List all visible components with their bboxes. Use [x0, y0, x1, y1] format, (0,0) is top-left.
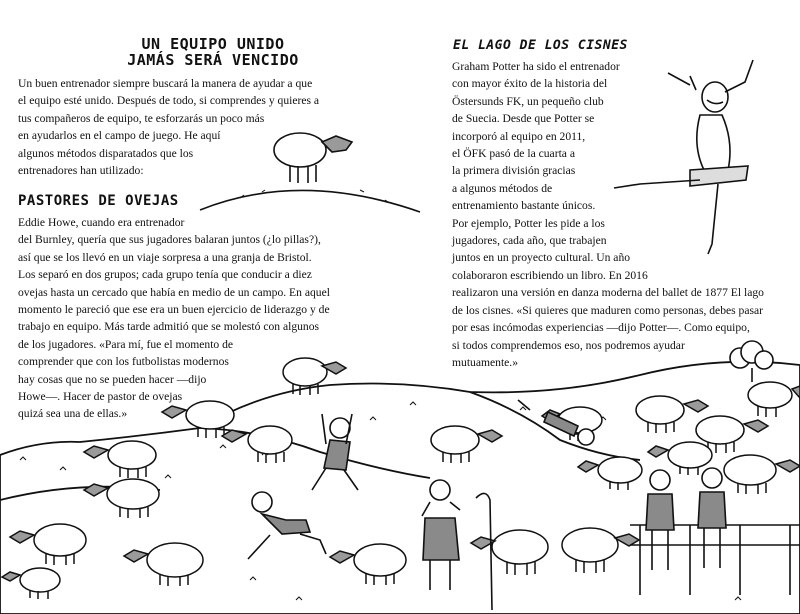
text-line: juntos en un proyecto cultural. Un año — [452, 251, 631, 265]
text-line: mutuamente.» — [452, 355, 519, 369]
text-line: a algunos métodos de — [452, 181, 553, 195]
text-line: jugadores, cada año, que trabajen — [452, 234, 607, 248]
text-line: de Suecia. Desde que Potter se — [452, 112, 595, 126]
text-line: con mayor éxito de la historia del — [452, 77, 608, 91]
text-line: en ayudarlos en el campo de juego. He aquí — [18, 129, 221, 143]
text-line: el equipo esté unido. Después de todo, si comprendes y quieres a — [18, 94, 320, 108]
section-title-sheep: PASTORES DE OVEJAS — [18, 193, 179, 209]
text-line: tus compañeros de equipo, te esforzarás un poco más — [18, 111, 265, 125]
intro-paragraph — [18, 75, 319, 179]
text-line: Un buen entrenador siempre buscará la manera de ayudar a que — [18, 77, 313, 90]
text-line: del Burnley, quería que sus jugadores balaran juntos (¿lo pillas?), — [18, 233, 321, 247]
text-line: Howe—. Hacer de pastor de ovejas — [18, 390, 183, 404]
text-line: así que se los llevó en un viaje sorpresa a una granja de Bristol. — [18, 250, 312, 264]
text-line: por esas incómodas experiencias —dijo Potter—. Como equipo, — [452, 321, 750, 335]
section-title-swan-lake: EL LAGO DE LOS CISNES — [453, 38, 628, 53]
text-line: colaboraron escribiendo un libro. En 2016 — [452, 268, 648, 282]
text-line: comprender que con los futbolistas modernos — [18, 355, 229, 369]
sheep-paragraph — [18, 214, 330, 423]
swan-lake-paragraph — [452, 58, 764, 371]
text-line: entrenadores han utilizado: — [18, 164, 144, 178]
text-line: entrenamiento bastante únicos. — [452, 199, 596, 213]
chapter-title — [108, 36, 318, 68]
chapter-title-line-2: JAMÁS SERÁ VENCIDO — [127, 51, 299, 69]
text-line: Östersunds FK, un pequeño club — [452, 94, 604, 108]
text-line: momento le pareció que ese era un buen ejercicio de liderazgo y de — [18, 303, 330, 317]
text-line: quizá sea una de ellas.» — [18, 407, 128, 421]
text-line: si todos comprendemos eso, nos podremos ayudar — [452, 338, 685, 352]
text-line: Eddie Howe, cuando era entrenador — [18, 216, 185, 229]
text-line: el ÖFK pasó de la cuarta a — [452, 147, 575, 161]
text-line: incorporó al equipo en 2011, — [452, 129, 586, 143]
text-line: Los separó en dos grupos; cada grupo tenía que conducir a diez — [18, 268, 312, 282]
text-line: de los jugadores. «Para mí, fue el momento de — [18, 337, 234, 351]
text-line: ovejas hasta un cercado que había en medio de un campo. En aquel — [18, 285, 330, 299]
chapter-title-line-1: UN EQUIPO UNIDO — [141, 35, 285, 53]
text-line: hay cosas que no se pueden hacer —dijo — [18, 372, 207, 386]
text-line: realizaron una versión en danza moderna del ballet de 1877 El lago — [452, 286, 764, 300]
text-line: de los cisnes. «Si quieres que maduren como personas, debes pasar — [452, 303, 764, 317]
text-line: la primera división gracias — [452, 164, 576, 178]
text-line: algunos métodos disparatados que los — [18, 146, 194, 160]
text-line: trabajo en equipo. Más tarde admitió que se molestó con algunos — [18, 320, 320, 334]
text-line: Por ejemplo, Potter les pide a los — [452, 216, 605, 230]
text-line: Graham Potter ha sido el entrenador — [452, 60, 620, 73]
